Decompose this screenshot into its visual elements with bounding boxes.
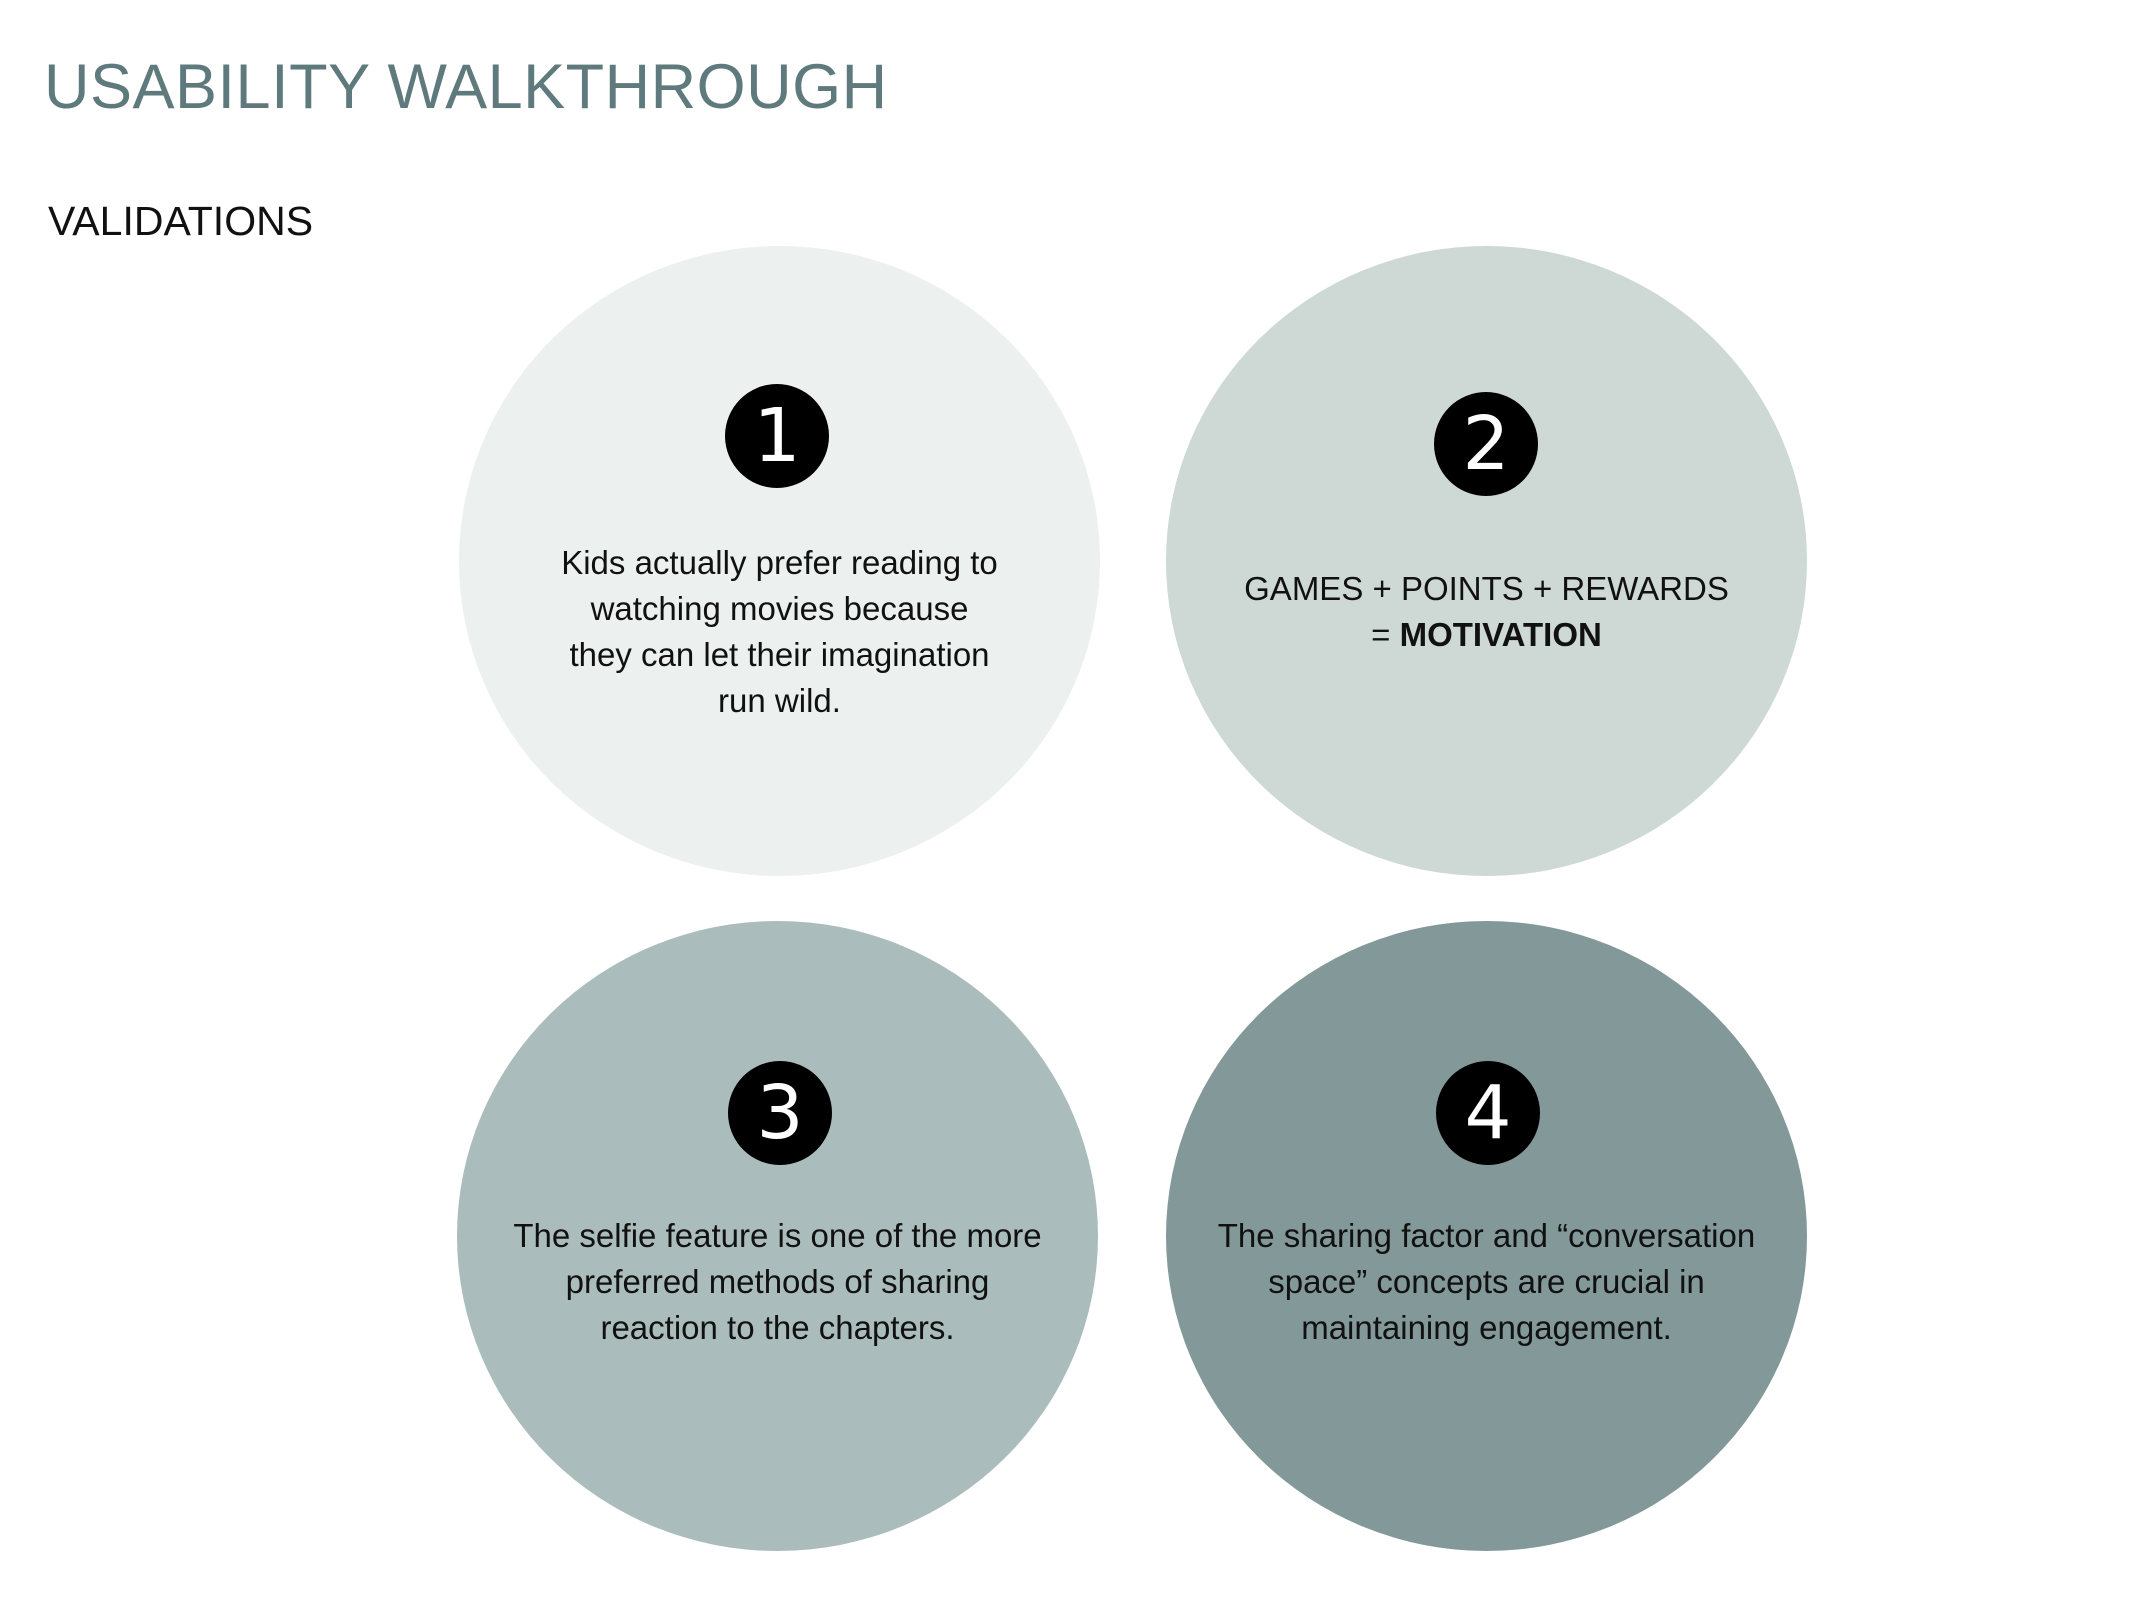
text-line: maintaining engagement. (1301, 1309, 1672, 1346)
text-line: The sharing factor and “conversation (1217, 1217, 1756, 1254)
motivation-emphasis: MOTIVATION (1399, 616, 1602, 653)
text-line: space” concepts are crucial in (1268, 1263, 1705, 1300)
text-line: run wild. (718, 682, 841, 719)
equals-sign: = (1371, 616, 1400, 653)
number-badge: 3 (728, 1061, 832, 1165)
text-line (1196, 612, 1777, 658)
text-line: preferred methods of sharing (565, 1263, 990, 1300)
text-line: Kids actually prefer reading to (561, 544, 998, 581)
validation-text (487, 1213, 1068, 1351)
section-heading: VALIDATIONS (48, 198, 314, 244)
validation-circle-4 (1166, 921, 1807, 1551)
text-line: The selfie feature is one of the more (513, 1217, 1042, 1254)
text-line: reaction to the chapters. (600, 1309, 955, 1346)
validation-circle-3 (457, 921, 1098, 1551)
text-line: watching movies because (590, 590, 969, 627)
page-title: USABILITY WALKTHROUGH (44, 52, 888, 122)
validation-circle-2 (1166, 246, 1807, 876)
validation-text (1196, 566, 1777, 658)
number-badge: 1 (725, 384, 829, 488)
validation-circle-1 (459, 246, 1100, 876)
text-line: they can let their imagination (569, 636, 990, 673)
number-badge: 4 (1436, 1061, 1540, 1165)
text-line: GAMES + POINTS + REWARDS (1244, 570, 1729, 607)
number-badge: 2 (1434, 392, 1538, 496)
validation-text (489, 540, 1070, 724)
validation-text (1196, 1213, 1777, 1351)
